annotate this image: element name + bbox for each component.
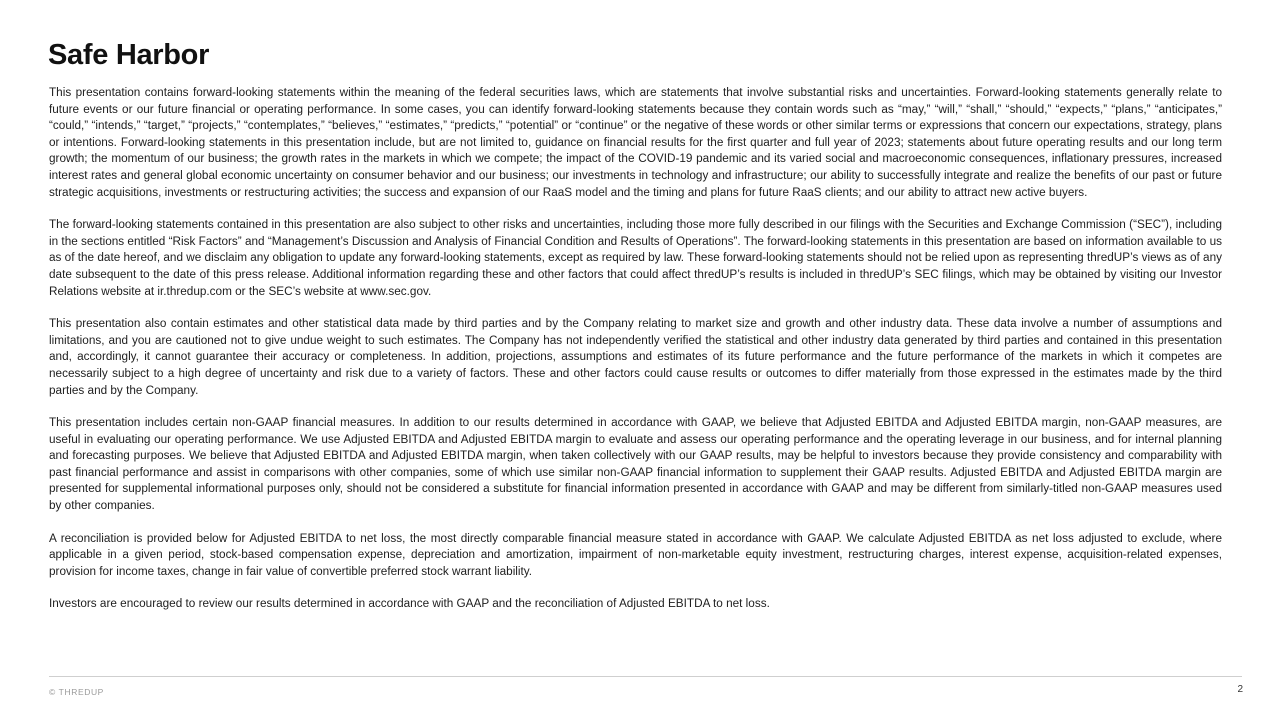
page-number: 2 <box>1237 684 1243 695</box>
paragraph-non-gaap: This presentation includes certain non-GAAP financial measures. In addition to our results determined in accordance with GAAP, we believe that Adjusted EBITDA and Adjusted EBITDA margin, non-GAAP measures, are useful in evaluating our operating performance. We use Adjusted EBITDA and Adjusted EBITDA margin to evaluate and assess our operating performance and the operating leverage in our business, and for internal planning and forecasting purposes. We believe that Adjusted EBITDA and Adjusted EBITDA margin, when taken collectively with our GAAP results, may be helpful to investors because they provide consistency and comparability with past financial performance and assist in comparisons with other companies, some of which use similar non-GAAP financial information to supplement their GAAP results. Adjusted EBITDA and Adjusted EBITDA margin are presented for supplemental informational purposes only, should not be considered a substitute for financial information presented in accordance with GAAP and may be different from similarly-titled non-GAAP measures used by other companies. <box>49 416 1222 513</box>
disclaimer-body <box>49 85 1222 613</box>
paragraph-investors: Investors are encouraged to review our results determined in accordance with GAAP and the reconciliation of Adjusted EBITDA to net loss. <box>49 597 770 611</box>
paragraph-third-party-data: This presentation also contain estimates and other statistical data made by third parties and by the Company relating to market size and growth and other industry data. These data involve a number of assumptions and limitations, and you are cautioned not to give undue weight to such estimates. The Company has not independently verified the statistical and other industry data generated by third parties and contained in this presentation and, accordingly, it cannot guarantee their accuracy or completeness. In addition, projections, assumptions and estimates of its future performance and the future performance of the markets in which it competes are necessarily subject to a high degree of uncertainty and risk due to a variety of factors. These and other factors could cause results or outcomes to differ materially from those expressed in the estimates made by the third parties and by the Company. <box>49 317 1222 397</box>
footer-divider <box>49 676 1242 677</box>
paragraph-reconciliation: A reconciliation is provided below for Adjusted EBITDA to net loss, the most directly comparable financial measure stated in accordance with GAAP. We calculate Adjusted EBITDA as net loss adjusted to exclude, where applicable in a given period, stock-based compensation expense, depreciation and amortization, impairment of non-marketable equity investment, restructuring charges, interest expense, acquisition-related expenses, provision for income taxes, change in fair value of convertible preferred stock warrant liability. <box>49 531 1222 578</box>
paragraph-risks-uncertainties: The forward-looking statements contained in this presentation are also subject to other risks and uncertainties, including those more fully described in our filings with the Securities and Exchange Commission (“SEC”), including in the sections entitled “Risk Factors” and “Management’s Discussion and Analysis of Financial Condition and Results of Operations”. The forward-looking statements in this presentation are based on information available to us as of the date hereof, and we disclaim any obligation to update any forward-looking statements, except as required by law. These forward-looking statements should not be relied upon as representing thredUP’s views as of any date subsequent to the date of this press release. Additional information regarding these and other factors that could affect thredUP’s results is included in thredUP’s SEC filings, which may be obtained by visiting our Investor Relations website at ir.thredup.com or the SEC’s website at www.sec.gov. <box>49 218 1222 298</box>
slide-title: Safe Harbor <box>48 39 210 71</box>
footer-copyright: © THREDUP <box>49 687 104 697</box>
paragraph-forward-looking: This presentation contains forward-looking statements within the meaning of the federal securities laws, which are statements that involve substantial risks and uncertainties. Forward-looking statements generally relate to future events or our future financial or operating performance. In some cases, you can identify forward-looking statements because they contain words such as “may,” “will,” “shall,” “should,” “expects,” “plans,” “anticipates,” “could,” “intends,” “target,” “projects,” “contemplates,” “believes,” “estimates,” “predicts,” “potential” or “continue” or the negative of these words or other similar terms or expressions that concern our expectations, strategy, plans or intentions. Forward-looking statements in this presentation include, but are not limited to, guidance on financial results for the first quarter and full year of 2023; statements about future operating results and our long term growth; the momentum of our business; the growth rates in the markets in which we compete; the impact of the COVID-19 pandemic and its varied social and macroeconomic consequences, inflationary pressures, increased interest rates and general global economic uncertainty on consumer behavior and our business; our investments in technology and infrastructure; our ability to successfully integrate and realize the benefits of our past or future strategic acquisitions, investments or restructuring activities; the success and expansion of our RaaS model and the timing and plans for future RaaS clients; and our ability to attract new active buyers. <box>49 86 1222 199</box>
